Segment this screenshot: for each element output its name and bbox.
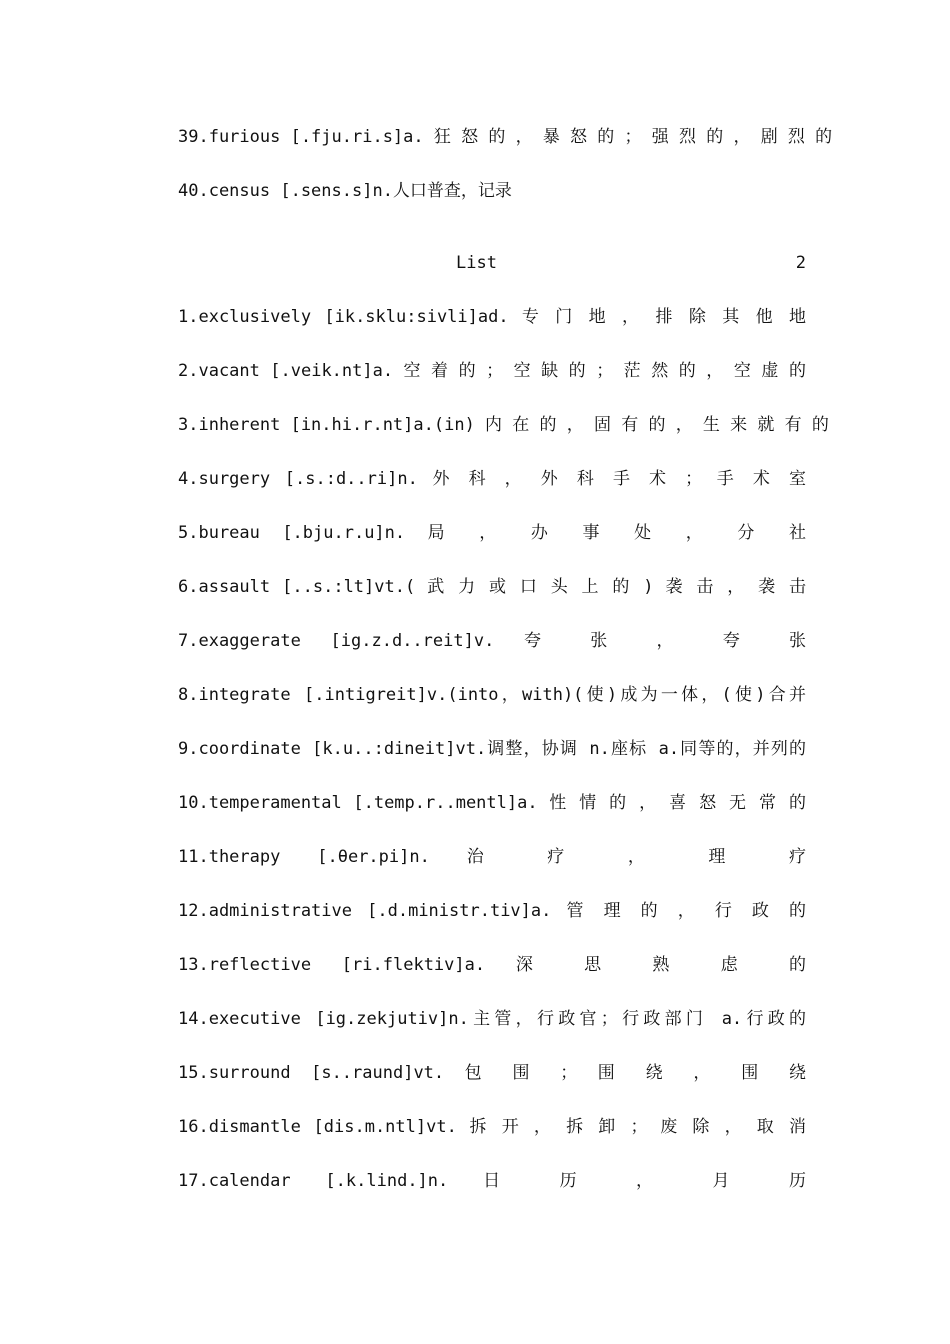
vocab-entry: 3.inherent [in.hi.r.nt]a.(in) 内 在 的 ， 固 有 的 ， 生 来 就 有 的 [178,415,829,435]
vocab-entry: 16.dismantle [dis.m.ntl]vt. 拆 开 ， 拆 卸 ； 废 除 ， 取 消 [178,1117,806,1137]
vocab-entry: 10.temperamental [.temp.r..mentl]a. 性 情 的 ， 喜 怒 无 常 的 [178,793,806,813]
vocab-entry: 2.vacant [.veik.nt]a. 空 着 的 ； 空 缺 的 ； 茫 然 的 ， 空 虚 的 [178,361,806,381]
vocab-entry: 17.calendar [.k.lind.]n. 日 历 ， 月 历 [178,1171,806,1191]
vocab-entry-39: 39.furious [.fju.ri.s]a. 狂 怒 的 ， 暴 怒 的 ； 强 烈 的 ， 剧 烈 的 [178,127,833,147]
vocab-entry: 8.integrate [.intigreit]v.(into，with)(使)成为一体，(使)合并 [178,685,806,705]
vocab-entry: 6.assault [..s.:lt]vt.( 武 力 或 口 头 上 的 ) 袭 击 ， 袭 击 [178,577,806,597]
vocab-entry: 15.surround [s..raund]vt. 包 围 ； 围 绕 ， 围 绕 [178,1063,806,1083]
vocab-entry: 1.exclusively [ik.sklu:sivli]ad. 专 门 地 ， 排 除 其 他 地 [178,307,806,327]
list-heading-word: List [456,253,497,273]
list-heading-number: 2 [795,253,806,273]
vocab-entry: 7.exaggerate [ig.z.d..reit]v. 夸 张 ， 夸 张 [178,631,806,651]
list-heading [178,248,806,278]
vocab-entry: 14.executive [ig.zekjutiv]n.主管，行政官；行政部门 a.行政的 [178,1009,806,1029]
vocab-entry-40: 40.census [.sens.s]n.人口普查，记录 [178,181,512,201]
vocab-entry: 12.administrative [.d.ministr.tiv]a. 管 理 的 ， 行 政 的 [178,901,806,921]
vocab-entry: 13.reflective [ri.flektiv]a. 深 思 熟 虑 的 [178,955,806,975]
vocab-entry: 5.bureau [.bju.r.u]n. 局 ， 办 事 处 ， 分 社 [178,523,806,543]
vocab-entry: 9.coordinate [k.u..:dineit]vt.调整，协调 n.座标 a.同等的，并列的 [178,739,806,759]
vocab-entry: 4.surgery [.s.:d..ri]n. 外 科 ， 外 科 手 术 ； 手 术 室 [178,469,806,489]
vocab-entry: 11.therapy [.θer.pi]n. 治 疗 ， 理 疗 [178,847,806,867]
